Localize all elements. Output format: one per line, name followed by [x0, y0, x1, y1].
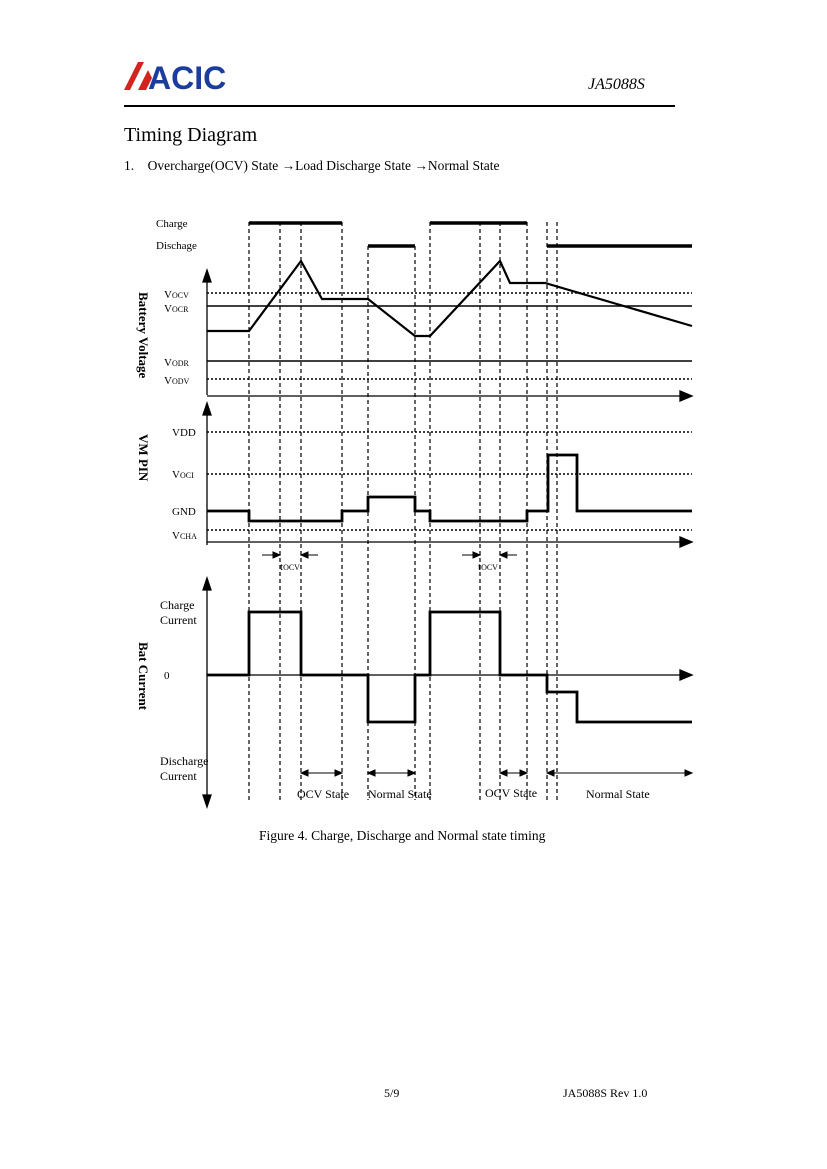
header-part-number: JA5088S [588, 76, 645, 93]
tocv-markers [262, 552, 517, 558]
charge-current-label-2: Current [160, 613, 197, 627]
vodv-label: VODV [164, 375, 190, 387]
time-markers [249, 222, 557, 800]
battery-voltage-axis-label: Battery Voltage [136, 292, 151, 379]
state-label-ocv-1: OCV State [297, 787, 350, 801]
item-text: Overcharge(OCV) State →Load Discharge State →Normal State [147, 158, 500, 173]
vm-pin-axes [203, 403, 692, 547]
vdd-label: VDD [172, 427, 196, 439]
voci-label: VOCI [172, 469, 194, 481]
page-number: 5/9 [384, 1086, 400, 1100]
bat-current-axis-label: Bat Current [136, 642, 151, 711]
charge-current-label-1: Charge [160, 598, 195, 612]
state-label-normal-1: Normal State [368, 787, 432, 801]
vodr-label: VODR [164, 357, 189, 369]
gnd-label: GND [172, 506, 196, 518]
vcha-label: VCHA [172, 530, 197, 542]
tocv-label-1: tOCV [280, 561, 300, 573]
vocr-label: VOCR [164, 303, 189, 315]
battery-voltage-axes [203, 270, 692, 401]
item-number: 1. [124, 158, 135, 173]
state-label-normal-2: Normal State [586, 787, 650, 801]
discharge-label: Dischage [156, 240, 197, 252]
figure-caption: Figure 4. Charge, Discharge and Normal state timing [259, 828, 546, 843]
vm-pin-axis-label: VM PIN [136, 434, 151, 482]
logo-text: ACIC [148, 60, 227, 94]
tocv-label-2: tOCV [478, 561, 498, 573]
revision-label: JA5088S Rev 1.0 [563, 1086, 648, 1100]
vocv-label: VOCV [164, 289, 189, 301]
charge-label: Charge [156, 218, 188, 230]
discharge-current-label-1: Discharge [160, 754, 209, 768]
discharge-current-label-2: Current [160, 769, 197, 783]
state-arrows [301, 770, 692, 776]
zero-label: 0 [164, 670, 170, 682]
page-title: Timing Diagram [124, 124, 258, 146]
state-label-ocv-2: OCV State [485, 786, 538, 800]
